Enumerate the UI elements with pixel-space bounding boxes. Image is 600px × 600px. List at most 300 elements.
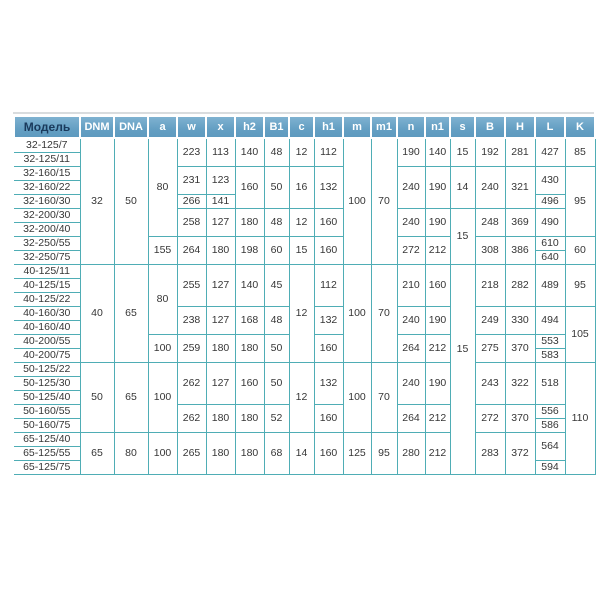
value-text: 113 [212,146,229,159]
cell-x-r8 [206,237,235,265]
model-cell: 32-160/15 [14,167,80,181]
cell-B-r8 [475,237,505,265]
model-cell: 32-160/30 [14,195,80,209]
cell-x-r22 [206,433,235,475]
value-text: 594 [541,461,559,474]
value-text: 240 [402,181,420,194]
model-cell: 40-125/22 [14,293,80,307]
col-header-w: w [177,116,206,138]
cell-B1-r20 [264,405,289,433]
cell-n-r10 [397,265,425,307]
value-text: 40 [91,307,103,320]
cell-w-r17 [177,363,206,405]
value-text: 322 [511,377,529,390]
value-text: 85 [574,146,586,159]
value-text: 68 [270,447,283,460]
cell-c-r8 [289,237,314,265]
cell-L-r9 [535,251,565,265]
value-text: 140 [240,146,259,159]
cell-m1-r17 [371,363,397,433]
value-text: 127 [211,279,230,292]
cell-H-r1 [505,138,535,167]
value-text: 249 [481,314,499,327]
cell-x-r17 [206,363,235,405]
cell-x-r3 [206,167,235,195]
cell-n1-r22 [425,433,450,475]
cell-c-r10 [289,265,314,363]
value-text: 100 [348,195,366,208]
top-divider [13,112,594,114]
col-header-x: x [206,116,235,138]
value-text: 190 [428,377,447,390]
value-text: 564 [541,440,559,453]
cell-H-r20 [505,405,535,433]
model-cell: 32-250/55 [14,237,80,251]
cell-n1-r13 [425,307,450,335]
col-header-s: s [450,116,475,138]
cell-h1-r13 [314,307,343,335]
value-text: 180 [240,342,259,355]
col-header-DNA: DNA [114,116,148,138]
value-text: 259 [182,342,201,355]
value-text: 192 [481,146,499,159]
cell-a-r15 [148,335,177,363]
value-text: 282 [511,279,529,292]
value-text: 70 [378,307,390,320]
cell-h2-r20 [235,405,264,433]
cell-x-r15 [206,335,235,363]
value-text: 95 [574,279,586,292]
cell-h2-r10 [235,265,264,307]
value-text: 140 [428,146,447,159]
model-cell: 32-125/7 [14,138,80,153]
cell-L-r3 [535,167,565,195]
model-cell: 65-125/55 [14,447,80,461]
col-header-K: K [565,116,595,138]
col-header-n1: n1 [425,116,450,138]
value-text: 95 [574,195,586,208]
cell-n-r20 [397,405,425,433]
col-header-B: B [475,116,505,138]
cell-s-r1 [450,138,475,167]
cell-n-r17 [397,363,425,405]
value-text: 190 [428,314,447,327]
cell-L-r17 [535,363,565,405]
value-text: 212 [428,342,447,355]
value-text: 430 [541,174,559,187]
cell-L-r22 [535,433,565,461]
value-text: 240 [402,377,420,390]
table-header [14,116,595,138]
cell-L-r10 [535,265,565,307]
cell-H-r3 [505,167,535,209]
value-text: 12 [295,146,308,159]
value-text: 190 [428,181,447,194]
cell-h2-r15 [235,335,264,363]
value-text: 110 [571,412,589,425]
value-text: 15 [456,230,469,243]
value-text: 48 [270,146,283,159]
col-header-n: n [397,116,425,138]
cell-h1-r15 [314,335,343,363]
cell-K-r17 [565,363,595,475]
value-text: 321 [511,181,529,194]
cell-a-r10 [148,265,177,335]
value-text: 272 [481,412,499,425]
cell-B-r6 [475,209,505,237]
value-text: 132 [319,377,338,390]
value-text: 427 [541,146,559,159]
value-text: 100 [348,391,366,404]
cell-w-r5 [177,195,206,209]
cell-H-r15 [505,335,535,363]
model-cell: 65-125/40 [14,433,80,447]
cell-B1-r1 [264,138,289,167]
col-header-h1: h1 [314,116,343,138]
cell-B-r1 [475,138,505,167]
value-text: 100 [153,391,172,404]
cell-n1-r15 [425,335,450,363]
cell-c-r17 [289,363,314,433]
value-text: 50 [270,377,283,390]
col-header-Модель: Модель [14,116,80,138]
value-text: 60 [270,244,283,257]
value-text: 238 [182,314,201,327]
table-row [14,433,595,447]
value-text: 32 [91,195,103,208]
cell-w-r6 [177,209,206,237]
cell-L-r21 [535,419,565,433]
value-text: 100 [153,342,172,355]
value-text: 243 [481,377,499,390]
cell-w-r13 [177,307,206,335]
cell-B1-r13 [264,307,289,335]
value-text: 223 [182,146,201,159]
cell-L-r1 [535,138,565,167]
cell-DNM-r22 [80,433,114,475]
value-text: 212 [428,244,447,257]
value-text: 180 [211,412,230,425]
cell-B1-r22 [264,433,289,475]
cell-K-r8 [565,237,595,265]
cell-L-r16 [535,349,565,363]
value-text: 210 [402,279,420,292]
value-text: 190 [428,216,447,229]
cell-h2-r3 [235,167,264,209]
value-text: 308 [481,244,499,257]
cell-c-r6 [289,209,314,237]
cell-w-r22 [177,433,206,475]
cell-w-r1 [177,138,206,167]
value-text: 132 [319,314,338,327]
cell-H-r17 [505,363,535,405]
value-text: 50 [270,342,283,355]
cell-a-r8 [148,237,177,265]
cell-w-r8 [177,237,206,265]
cell-n1-r20 [425,405,450,433]
model-cell: 32-200/30 [14,209,80,223]
model-cell: 40-125/11 [14,265,80,279]
cell-K-r3 [565,167,595,237]
cell-DNM-r17 [80,363,114,433]
cell-B1-r8 [264,237,289,265]
value-text: 105 [571,328,589,341]
cell-h2-r22 [235,433,264,475]
cell-n1-r8 [425,237,450,265]
model-cell: 32-200/40 [14,223,80,237]
cell-s-r6 [450,209,475,265]
value-text: 264 [182,244,201,257]
cell-H-r13 [505,307,535,335]
cell-n-r15 [397,335,425,363]
value-text: 112 [320,146,337,159]
cell-L-r6 [535,209,565,237]
value-text: 160 [240,181,259,194]
value-text: 489 [541,279,559,292]
cell-B-r22 [475,433,505,475]
value-text: 283 [481,447,499,460]
cell-h1-r1 [314,138,343,167]
cell-n1-r6 [425,209,450,237]
cell-h2-r13 [235,307,264,335]
value-text: 12 [295,307,308,320]
cell-m1-r22 [371,433,397,475]
value-text: 15 [456,146,469,159]
col-header-DNM: DNM [80,116,114,138]
cell-B-r3 [475,167,505,209]
value-text: 80 [125,447,137,460]
value-text: 15 [295,244,308,257]
cell-H-r22 [505,433,535,475]
value-text: 16 [295,181,308,194]
model-cell: 65-125/75 [14,461,80,475]
value-text: 160 [319,244,338,257]
value-text: 168 [240,314,259,327]
value-text: 180 [240,412,259,425]
model-cell: 50-160/75 [14,419,80,433]
cell-x-r1 [206,138,235,167]
value-text: 264 [402,412,420,425]
value-text: 265 [182,447,201,460]
model-cell: 40-160/30 [14,307,80,321]
cell-m1-r10 [371,265,397,363]
value-text: 80 [156,293,169,306]
cell-DNA-r22 [114,433,148,475]
cell-x-r13 [206,307,235,335]
cell-DNA-r10 [114,265,148,363]
value-text: 50 [91,391,103,404]
cell-B-r15 [475,335,505,363]
cell-L-r5 [535,195,565,209]
table-row [14,265,595,279]
cell-w-r20 [177,405,206,433]
cell-x-r6 [206,209,235,237]
value-text: 586 [541,419,559,432]
cell-h2-r1 [235,138,264,167]
cell-h1-r10 [314,265,343,307]
value-text: 212 [428,447,447,460]
value-text: 240 [402,314,420,327]
cell-n-r13 [397,307,425,335]
value-text: 140 [240,279,259,292]
value-text: 160 [319,447,338,460]
value-text: 123 [211,174,230,187]
value-text: 12 [295,216,308,229]
value-text: 280 [402,447,420,460]
model-cell: 40-160/40 [14,321,80,335]
model-cell: 50-125/30 [14,377,80,391]
value-text: 518 [541,377,559,390]
cell-L-r20 [535,405,565,419]
cell-K-r13 [565,307,595,363]
value-text: 132 [319,181,338,194]
value-text: 370 [511,412,529,425]
value-text: 180 [240,216,259,229]
value-text: 180 [211,447,230,460]
cell-a-r1 [148,138,177,237]
cell-m-r17 [343,363,371,433]
header-row [14,116,595,138]
cell-c-r1 [289,138,314,167]
cell-x-r5 [206,195,235,209]
cell-n-r22 [397,433,425,475]
value-text: 155 [153,244,172,257]
cell-m-r10 [343,265,371,363]
value-text: 190 [402,146,420,159]
cell-h1-r22 [314,433,343,475]
cell-c-r3 [289,167,314,209]
cell-B1-r6 [264,209,289,237]
value-text: 160 [428,279,447,292]
cell-m-r1 [343,138,371,265]
value-text: 125 [348,447,366,460]
value-text: 65 [125,307,137,320]
value-text: 281 [511,146,529,159]
value-text: 264 [402,342,420,355]
cell-x-r10 [206,265,235,307]
value-text: 160 [319,216,338,229]
col-header-B1: B1 [264,116,289,138]
value-text: 15 [456,343,469,356]
cell-n1-r17 [425,363,450,405]
value-text: 180 [211,342,230,355]
cell-w-r3 [177,167,206,195]
model-cell: 50-125/22 [14,363,80,377]
value-text: 275 [481,342,499,355]
cell-c-r22 [289,433,314,475]
cell-L-r8 [535,237,565,251]
value-text: 127 [211,216,230,229]
value-text: 95 [378,447,390,460]
cell-m1-r1 [371,138,397,265]
cell-DNA-r17 [114,363,148,433]
value-text: 45 [270,279,283,292]
value-text: 556 [541,405,559,418]
value-text: 12 [295,391,308,404]
model-cell: 32-160/22 [14,181,80,195]
value-text: 496 [541,195,559,208]
cell-s-r3 [450,167,475,209]
value-text: 48 [270,216,283,229]
cell-n-r8 [397,237,425,265]
value-text: 248 [481,216,499,229]
value-text: 272 [402,244,420,257]
value-text: 65 [125,391,137,404]
col-header-L: L [535,116,565,138]
value-text: 583 [541,349,559,362]
value-text: 127 [211,377,230,390]
cell-n1-r1 [425,138,450,167]
value-text: 262 [182,377,201,390]
cell-w-r10 [177,265,206,307]
table-body [14,138,595,475]
table-row [14,363,595,377]
cell-H-r8 [505,237,535,265]
pump-dimensions-table [13,115,596,475]
cell-w-r15 [177,335,206,363]
value-text: 160 [319,412,338,425]
cell-L-r13 [535,307,565,335]
cell-h2-r6 [235,209,264,237]
cell-B1-r15 [264,335,289,363]
value-text: 330 [511,314,529,327]
cell-H-r10 [505,265,535,307]
value-text: 640 [541,251,559,264]
value-text: 127 [211,314,230,327]
cell-L-r24 [535,461,565,475]
value-text: 14 [295,447,308,460]
cell-n-r1 [397,138,425,167]
model-cell: 40-200/75 [14,349,80,363]
col-header-m: m [343,116,371,138]
col-header-m1: m1 [371,116,397,138]
value-text: 160 [240,377,259,390]
model-cell: 32-250/75 [14,251,80,265]
model-cell: 40-200/55 [14,335,80,349]
cell-h1-r20 [314,405,343,433]
value-text: 490 [541,216,559,229]
model-cell: 32-125/11 [14,153,80,167]
value-text: 610 [541,237,559,250]
cell-DNA-r1 [114,138,148,265]
value-text: 50 [125,195,137,208]
value-text: 258 [182,216,201,229]
value-text: 494 [541,314,559,327]
value-text: 386 [511,244,529,257]
cell-K-r10 [565,265,595,307]
value-text: 212 [428,412,447,425]
value-text: 48 [270,314,283,327]
value-text: 370 [511,342,529,355]
table-row [14,138,595,153]
value-text: 70 [378,391,390,404]
col-header-a: a [148,116,177,138]
value-text: 100 [348,307,366,320]
value-text: 240 [481,181,499,194]
value-text: 14 [456,181,469,194]
cell-n1-r3 [425,167,450,209]
cell-B-r10 [475,265,505,307]
cell-h1-r3 [314,167,343,209]
cell-x-r20 [206,405,235,433]
value-text: 262 [182,412,201,425]
value-text: 255 [182,279,201,292]
value-text: 369 [511,216,529,229]
cell-h1-r17 [314,363,343,405]
cell-h1-r8 [314,237,343,265]
value-text: 553 [541,335,559,348]
cell-K-r1 [565,138,595,167]
